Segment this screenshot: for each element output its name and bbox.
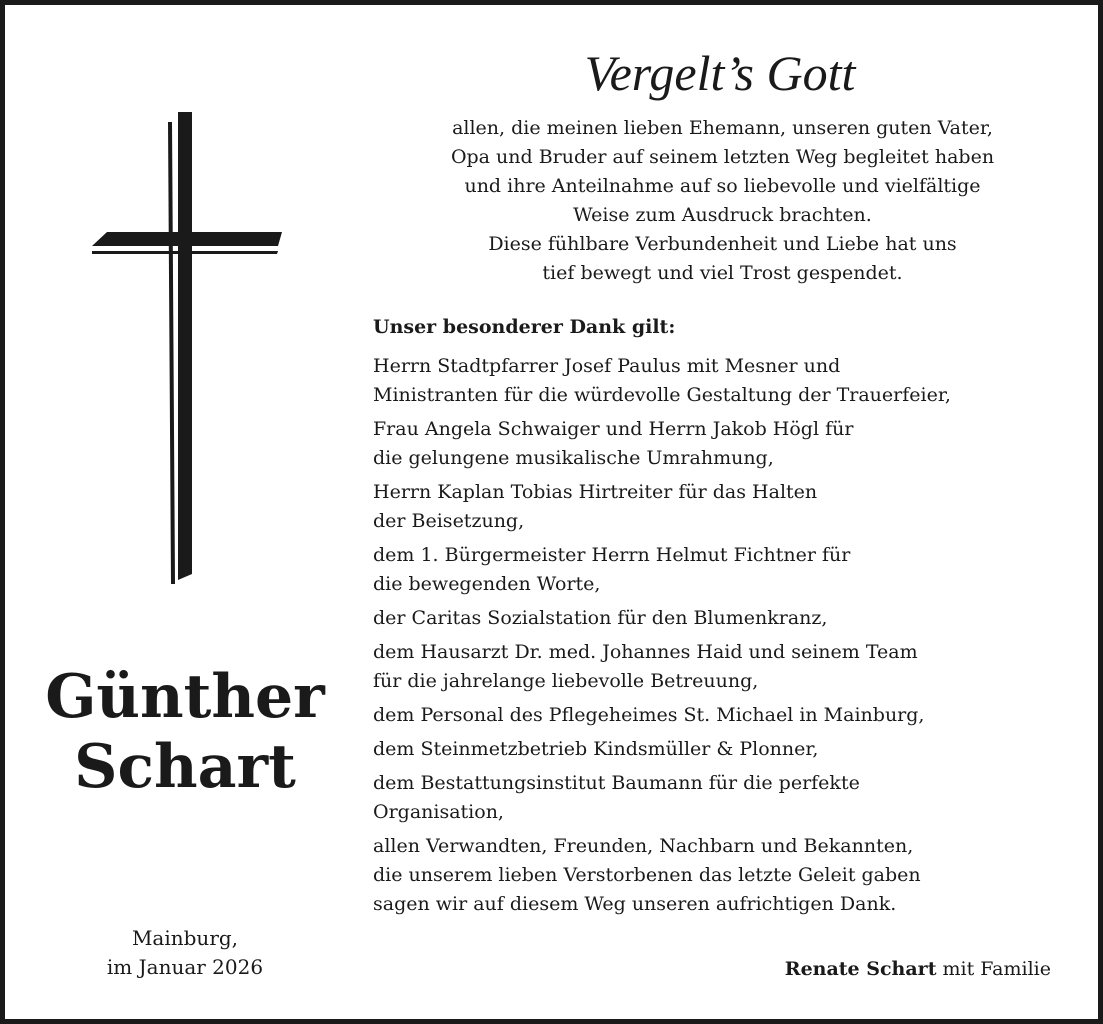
thanks-line: der Caritas Sozialstation für den Blumenkranz, [373,607,828,629]
thanks-line: sagen wir auf diesem Weg unseren aufrichtigen Dank. [373,893,897,915]
thanks-line: Frau Angela Schwaiger und Herrn Jakob Högl für [373,418,854,440]
cross-horizontal-thin-bar [92,251,278,254]
thanks-line: die unserem lieben Verstorbenen das letzte Geleit gaben [373,864,921,886]
thanks-line: die bewegenden Worte, [373,573,601,595]
thanks-line: Ministranten für die würdevolle Gestaltung der Trauerfeier, [373,384,951,406]
signature-suffix: mit Familie [942,958,1051,980]
notice-title: Vergelt’s Gott [584,45,856,101]
intro-line: allen, die meinen lieben Ehemann, unseren guten Vater, [452,117,993,139]
place-text: Mainburg, [131,926,239,950]
thanks-line: allen Verwandten, Freunden, Nachbarn und Bekannten, [373,835,914,857]
intro-paragraph [360,114,1085,288]
date-text: im Januar 2026 [106,955,264,979]
deceased-last-name: Schart [74,732,296,802]
thanks-item [373,604,1088,633]
intro-line: Diese fühlbare Verbundenheit und Liebe hat uns [488,233,957,255]
thanks-line: Organisation, [373,801,504,823]
thanks-line: dem 1. Bürgermeister Herrn Helmut Fichtner für [373,544,851,566]
thanks-item [373,352,1088,410]
cross-vertical-thin-bar [168,122,175,584]
intro-line: tief bewegt und viel Trost gespendet. [542,262,903,284]
thanks-item [373,832,1088,919]
thanks-item [373,769,1088,827]
thanks-list [373,352,1088,924]
cross-horizontal-thick-bar [92,232,282,246]
thanks-line: Herrn Stadtpfarrer Josef Paulus mit Mesner und [373,355,841,377]
thanks-line: die gelungene musikalische Umrahmung, [373,447,774,469]
thanks-item [373,415,1088,473]
thanks-item [373,541,1088,599]
cross-icon [92,112,282,584]
thanks-line: dem Personal des Pflegeheimes St. Michael in Mainburg, [373,704,925,726]
thanks-line: für die jahrelange liebevolle Betreuung, [373,670,759,692]
deceased-first-name: Günther [45,662,325,732]
deceased-name [30,662,340,802]
thanks-line: dem Steinmetzbetrieb Kindsmüller & Plonner, [373,738,819,760]
cross-vertical-thick-bar [178,112,192,580]
signature-name: Renate Schart [784,958,937,980]
thanks-line: dem Hausarzt Dr. med. Johannes Haid und seinem Team [373,641,918,663]
signature [785,955,1051,984]
thanks-line: der Beisetzung, [373,510,525,532]
thanks-item [373,478,1088,536]
thanks-item [373,701,1088,730]
thanks-item [373,735,1088,764]
intro-line: Weise zum Ausdruck brachten. [573,204,872,226]
thanks-line: dem Bestattungsinstitut Baumann für die perfekte [373,772,860,794]
thanks-heading: Unser besonderer Dank gilt: [373,316,676,338]
place-and-date [60,924,310,982]
thanks-line: Herrn Kaplan Tobias Hirtreiter für das Halten [373,481,818,503]
intro-line: und ihre Anteilnahme auf so liebevolle und vielfältige [464,175,981,197]
thanks-item [373,638,1088,696]
intro-line: Opa und Bruder auf seinem letzten Weg begleitet haben [450,146,995,168]
